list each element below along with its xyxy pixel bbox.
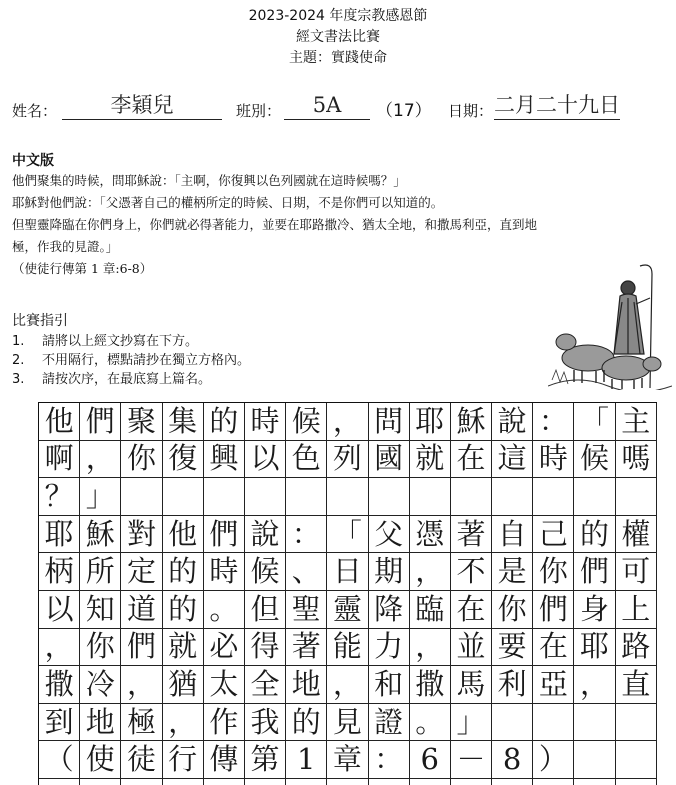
- grid-cell[interactable]: [616, 779, 657, 785]
- class-field[interactable]: 5A: [284, 92, 370, 120]
- contest-header: [0, 6, 676, 69]
- grid-cell[interactable]: [369, 478, 410, 516]
- student-info: [12, 92, 672, 126]
- verse-line: 他們聚集的時候，問耶穌說：「主啊，你復興以色列國就在這時候嗎？」: [12, 173, 406, 188]
- writing-grid[interactable]: [38, 402, 657, 785]
- grid-cell[interactable]: 得: [245, 629, 286, 667]
- grid-cell[interactable]: 的: [286, 704, 327, 742]
- grid-cell[interactable]: 。: [410, 704, 451, 742]
- grid-cell[interactable]: [204, 779, 245, 785]
- grid-cell[interactable]: 身: [574, 591, 615, 629]
- grid-cell[interactable]: 他: [163, 516, 204, 554]
- verse-line: 但聖靈降臨在你們身上，你們就必得著能力，並要在耶路撒冷、猶太全地，和撒馬利亞，直到地: [12, 217, 538, 232]
- grid-cell[interactable]: 直: [616, 666, 657, 704]
- header-year-title: 2023-2024 年度宗教感恩節: [248, 8, 428, 24]
- grid-cell[interactable]: ，: [163, 704, 204, 742]
- chinese-version-title: 中文版: [12, 153, 54, 169]
- grid-cell[interactable]: 父: [369, 516, 410, 554]
- grid-cell[interactable]: [574, 741, 615, 779]
- date-label: 日期：: [448, 102, 494, 120]
- grid-cell[interactable]: 們: [121, 629, 162, 667]
- grid-row: [39, 516, 657, 554]
- grid-cell[interactable]: 要: [492, 629, 533, 667]
- grid-row: [39, 666, 657, 704]
- grid-cell[interactable]: [492, 704, 533, 742]
- grid-cell[interactable]: 作: [204, 704, 245, 742]
- grid-cell[interactable]: 時: [204, 553, 245, 591]
- grid-cell[interactable]: 馬: [451, 666, 492, 704]
- grid-cell[interactable]: 以: [39, 591, 80, 629]
- grid-cell[interactable]: [80, 779, 121, 785]
- grid-cell[interactable]: 們: [533, 591, 574, 629]
- grid-cell[interactable]: 以: [245, 441, 286, 479]
- grid-cell[interactable]: [533, 478, 574, 516]
- grid-cell[interactable]: 著: [286, 629, 327, 667]
- grid-cell[interactable]: 候: [286, 403, 327, 441]
- grid-cell[interactable]: [245, 478, 286, 516]
- grid-cell[interactable]: 和: [369, 666, 410, 704]
- grid-cell[interactable]: [574, 704, 615, 742]
- grid-cell[interactable]: －: [451, 741, 492, 779]
- grid-cell[interactable]: [410, 478, 451, 516]
- guideline-item: 3. 請按次序，在最底寫上篇名。: [12, 372, 212, 387]
- grid-cell[interactable]: 聚: [121, 403, 162, 441]
- grid-cell[interactable]: 問: [369, 403, 410, 441]
- grid-cell[interactable]: 集: [163, 403, 204, 441]
- verse-line: 耶穌對他們說：「父憑著自己的權柄所定的時候、日期，不是你們可以知道的。: [12, 195, 444, 210]
- grid-cell[interactable]: 主: [616, 403, 657, 441]
- grid-cell[interactable]: 說: [492, 403, 533, 441]
- grid-cell[interactable]: 但: [245, 591, 286, 629]
- guidelines-title: 比賽指引: [12, 313, 68, 329]
- grid-cell[interactable]: ：: [286, 516, 327, 554]
- grid-cell[interactable]: 力: [369, 629, 410, 667]
- grid-cell[interactable]: 所: [80, 553, 121, 591]
- grid-cell[interactable]: 冷: [80, 666, 121, 704]
- grid-cell[interactable]: 列: [327, 441, 368, 479]
- grid-cell[interactable]: 不: [451, 553, 492, 591]
- grid-cell[interactable]: 的: [574, 516, 615, 554]
- grid-cell[interactable]: 的: [204, 403, 245, 441]
- grid-cell[interactable]: 們: [574, 553, 615, 591]
- guideline-item: 1. 請將以上經文抄寫在下方。: [12, 334, 199, 349]
- grid-cell[interactable]: 見: [327, 704, 368, 742]
- grid-cell[interactable]: 穌: [80, 516, 121, 554]
- grid-cell[interactable]: ？: [39, 478, 80, 516]
- grid-cell[interactable]: 到: [39, 704, 80, 742]
- verse-line: 極，作我的見證。」: [12, 239, 119, 254]
- grid-cell[interactable]: 的: [163, 591, 204, 629]
- grid-cell[interactable]: 路: [616, 629, 657, 667]
- grid-row: [39, 553, 657, 591]
- grid-cell[interactable]: 憑: [410, 516, 451, 554]
- grid-cell[interactable]: 亞: [533, 666, 574, 704]
- grid-cell[interactable]: 色: [286, 441, 327, 479]
- grid-cell[interactable]: ：: [533, 403, 574, 441]
- grid-cell[interactable]: 權: [616, 516, 657, 554]
- grid-cell[interactable]: 著: [451, 516, 492, 554]
- grid-cell[interactable]: 聖: [286, 591, 327, 629]
- grid-cell[interactable]: 行: [163, 741, 204, 779]
- grid-cell[interactable]: 全: [245, 666, 286, 704]
- grid-cell[interactable]: 極: [121, 704, 162, 742]
- grid-cell[interactable]: 穌: [451, 403, 492, 441]
- grid-cell[interactable]: 臨: [410, 591, 451, 629]
- grid-cell[interactable]: 撒: [39, 666, 80, 704]
- grid-cell[interactable]: 撒: [410, 666, 451, 704]
- grid-cell[interactable]: 復: [163, 441, 204, 479]
- grid-cell[interactable]: [245, 779, 286, 785]
- grid-cell[interactable]: ，: [410, 629, 451, 667]
- grid-row: [39, 779, 657, 785]
- grid-cell[interactable]: 自: [492, 516, 533, 554]
- grid-cell[interactable]: [574, 779, 615, 785]
- grid-row: [39, 591, 657, 629]
- grid-cell[interactable]: [492, 478, 533, 516]
- grid-cell[interactable]: 你: [80, 629, 121, 667]
- grid-cell[interactable]: 章: [327, 741, 368, 779]
- grid-cell[interactable]: 傳: [204, 741, 245, 779]
- grid-cell[interactable]: 說: [245, 516, 286, 554]
- grid-cell[interactable]: [286, 779, 327, 785]
- grid-cell[interactable]: 時: [533, 441, 574, 479]
- grid-cell[interactable]: 知: [80, 591, 121, 629]
- grid-cell[interactable]: 可: [616, 553, 657, 591]
- grid-cell[interactable]: 期: [369, 553, 410, 591]
- grid-cell[interactable]: [616, 741, 657, 779]
- grid-cell[interactable]: 靈: [327, 591, 368, 629]
- grid-cell[interactable]: 降: [369, 591, 410, 629]
- grid-cell[interactable]: [163, 779, 204, 785]
- grid-cell[interactable]: 己: [533, 516, 574, 554]
- grid-cell[interactable]: 能: [327, 629, 368, 667]
- grid-cell[interactable]: 證: [369, 704, 410, 742]
- grid-cell[interactable]: 們: [204, 516, 245, 554]
- grid-cell[interactable]: 道: [121, 591, 162, 629]
- grid-row: [39, 741, 657, 779]
- grid-cell[interactable]: 我: [245, 704, 286, 742]
- date-field[interactable]: 二月二十九日: [494, 92, 620, 120]
- grid-cell[interactable]: ，: [80, 441, 121, 479]
- grid-cell[interactable]: 們: [80, 403, 121, 441]
- grid-cell[interactable]: 嗎: [616, 441, 657, 479]
- grid-cell[interactable]: 上: [616, 591, 657, 629]
- grid-cell[interactable]: 就: [410, 441, 451, 479]
- grid-cell[interactable]: 興: [204, 441, 245, 479]
- grid-cell[interactable]: [39, 779, 80, 785]
- grid-cell[interactable]: 在: [451, 591, 492, 629]
- guidelines-list: [12, 332, 250, 389]
- grid-cell[interactable]: [533, 779, 574, 785]
- guideline-item: 2. 不用隔行，標點請抄在獨立方格內。: [12, 353, 251, 368]
- grid-cell[interactable]: [616, 478, 657, 516]
- grid-cell[interactable]: 你: [533, 553, 574, 591]
- grid-cell[interactable]: 在: [533, 629, 574, 667]
- grid-cell[interactable]: 國: [369, 441, 410, 479]
- grid-cell[interactable]: [616, 704, 657, 742]
- grid-cell[interactable]: [451, 478, 492, 516]
- grid-cell[interactable]: [121, 478, 162, 516]
- grid-cell[interactable]: 。: [204, 591, 245, 629]
- class-number[interactable]: （17）: [376, 101, 432, 121]
- name-field[interactable]: 李穎兒: [62, 92, 222, 120]
- grid-cell[interactable]: 太: [204, 666, 245, 704]
- grid-cell[interactable]: 猶: [163, 666, 204, 704]
- grid-cell[interactable]: [163, 478, 204, 516]
- grid-cell[interactable]: [286, 478, 327, 516]
- grid-cell[interactable]: ，: [574, 666, 615, 704]
- grid-cell[interactable]: 啊: [39, 441, 80, 479]
- class-label: 班別：: [236, 102, 282, 120]
- grid-cell[interactable]: [410, 779, 451, 785]
- grid-cell[interactable]: 耶: [39, 516, 80, 554]
- grid-row: [39, 704, 657, 742]
- grid-cell[interactable]: 定: [121, 553, 162, 591]
- grid-cell[interactable]: 你: [492, 591, 533, 629]
- grid-row: [39, 403, 657, 441]
- verse-reference: （使徒行傳第 1 章:6-8）: [12, 261, 153, 276]
- grid-cell[interactable]: [327, 779, 368, 785]
- grid-cell[interactable]: 「: [327, 516, 368, 554]
- grid-cell[interactable]: [533, 704, 574, 742]
- grid-cell[interactable]: （: [39, 741, 80, 779]
- grid-cell[interactable]: 柄: [39, 553, 80, 591]
- grid-cell[interactable]: [327, 478, 368, 516]
- grid-cell[interactable]: [492, 779, 533, 785]
- grid-cell[interactable]: 這: [492, 441, 533, 479]
- grid-cell[interactable]: 徒: [121, 741, 162, 779]
- grid-cell[interactable]: 」: [80, 478, 121, 516]
- grid-cell[interactable]: [574, 478, 615, 516]
- grid-cell[interactable]: 地: [286, 666, 327, 704]
- grid-row: [39, 441, 657, 479]
- grid-cell[interactable]: 使: [80, 741, 121, 779]
- grid-cell[interactable]: 利: [492, 666, 533, 704]
- grid-cell[interactable]: 時: [245, 403, 286, 441]
- grid-cell[interactable]: ）: [533, 741, 574, 779]
- grid-cell[interactable]: [369, 779, 410, 785]
- grid-cell[interactable]: ，: [327, 666, 368, 704]
- grid-cell[interactable]: ，: [121, 666, 162, 704]
- grid-cell[interactable]: 6: [410, 741, 451, 779]
- grid-cell[interactable]: 「: [574, 403, 615, 441]
- grid-cell[interactable]: 地: [80, 704, 121, 742]
- header-theme: 主題：實踐使命: [289, 50, 387, 66]
- grid-cell[interactable]: 候: [574, 441, 615, 479]
- grid-cell[interactable]: 日: [327, 553, 368, 591]
- grid-cell[interactable]: 是: [492, 553, 533, 591]
- grid-cell[interactable]: 在: [451, 441, 492, 479]
- grid-cell[interactable]: ：: [369, 741, 410, 779]
- grid-cell[interactable]: ，: [39, 629, 80, 667]
- grid-cell[interactable]: [451, 779, 492, 785]
- grid-cell[interactable]: [121, 779, 162, 785]
- grid-row: [39, 629, 657, 667]
- grid-cell[interactable]: 的: [163, 553, 204, 591]
- grid-cell[interactable]: 耶: [410, 403, 451, 441]
- grid-cell[interactable]: 必: [204, 629, 245, 667]
- grid-cell[interactable]: 」: [451, 704, 492, 742]
- grid-cell[interactable]: 第: [245, 741, 286, 779]
- grid-row: [39, 478, 657, 516]
- grid-cell[interactable]: [204, 478, 245, 516]
- grid-cell[interactable]: 候: [245, 553, 286, 591]
- grid-cell[interactable]: ，: [410, 553, 451, 591]
- grid-cell[interactable]: 他: [39, 403, 80, 441]
- name-label: 姓名：: [12, 102, 58, 120]
- grid-cell[interactable]: 8: [492, 741, 533, 779]
- grid-cell[interactable]: 並: [451, 629, 492, 667]
- grid-cell[interactable]: 就: [163, 629, 204, 667]
- grid-cell[interactable]: ，: [327, 403, 368, 441]
- header-contest-name: 經文書法比賽: [296, 29, 380, 45]
- grid-cell[interactable]: 對: [121, 516, 162, 554]
- grid-cell[interactable]: 你: [121, 441, 162, 479]
- grid-cell[interactable]: 、: [286, 553, 327, 591]
- shepherd-illustration-icon: [548, 258, 672, 390]
- grid-cell[interactable]: 耶: [574, 629, 615, 667]
- grid-cell[interactable]: 1: [286, 741, 327, 779]
